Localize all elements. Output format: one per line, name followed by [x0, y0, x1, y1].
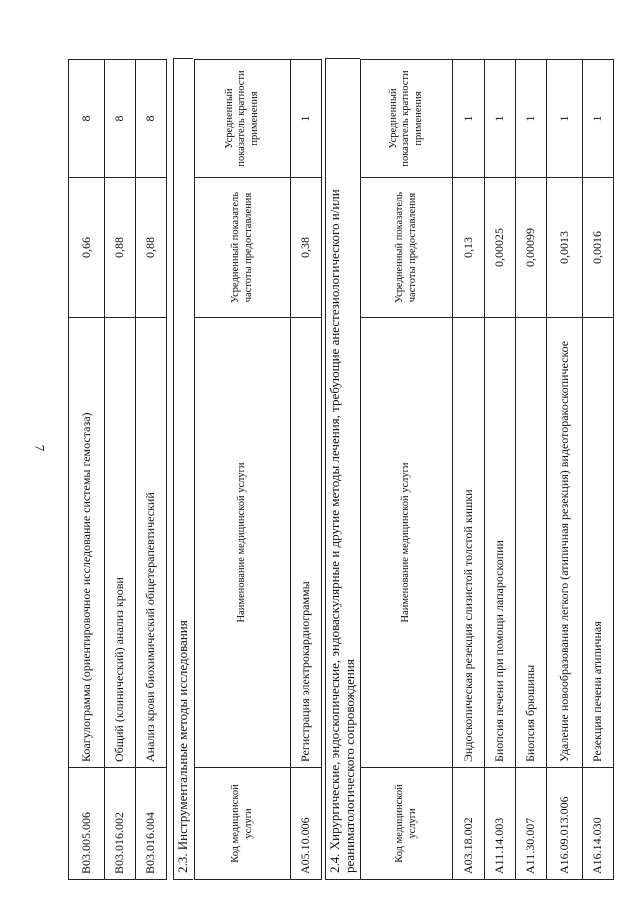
- page-number: 7: [32, 444, 48, 452]
- service-name: Эндоскопическая резекция слизистой толстой кишки: [453, 318, 485, 768]
- header-freq: Усредненный показатель частоты предоставления: [195, 178, 291, 318]
- header-code: Код медицинской услуги: [195, 768, 291, 880]
- service-code: B03.005.006: [69, 768, 105, 880]
- table-row: [136, 60, 167, 880]
- instrumental-methods-table: [194, 59, 322, 880]
- frequency-value: 0,00099: [516, 178, 547, 318]
- frequency-value: 0,38: [291, 178, 322, 318]
- surgical-methods-table: [360, 59, 614, 880]
- frequency-value: 0,00025: [485, 178, 516, 318]
- header-name: Наименование медицинской услуги: [361, 318, 453, 768]
- table-row: [453, 60, 485, 880]
- table-row: [291, 60, 322, 880]
- multiplicity-value: 1: [516, 60, 547, 178]
- service-name: Регистрация электрокардиограммы: [291, 318, 322, 768]
- frequency-value: 0,88: [105, 178, 136, 318]
- service-code: A11.14.003: [485, 768, 516, 880]
- multiplicity-value: 1: [583, 60, 614, 178]
- service-code: A16.14.030: [583, 768, 614, 880]
- service-name: Анализ крови биохимический общетерапевтический: [136, 318, 167, 768]
- multiplicity-value: 8: [136, 60, 167, 178]
- service-name: Биопсия печени при помощи лапароскопии: [485, 318, 516, 768]
- multiplicity-value: 1: [453, 60, 485, 178]
- header-freq: Усредненный показатель частоты предоставления: [361, 178, 453, 318]
- header-mult: Усредненный показатель кратности применения: [361, 60, 453, 178]
- table-row: [485, 60, 516, 880]
- multiplicity-value: 8: [105, 60, 136, 178]
- multiplicity-value: 1: [547, 60, 583, 178]
- multiplicity-value: 8: [69, 60, 105, 178]
- table-row: [583, 60, 614, 880]
- service-name: Биопсия брюшины: [516, 318, 547, 768]
- service-code: A11.30.007: [516, 768, 547, 880]
- section-2-3-title: 2.3. Инструментальные методы исследования: [173, 58, 193, 880]
- header-name: Наименование медицинской услуги: [195, 318, 291, 768]
- service-code: A16.09.013.006: [547, 768, 583, 880]
- header-mult: Усредненный показатель кратности применения: [195, 60, 291, 178]
- section-2-4-title: 2.4. Хирургические, эндоскопические, эндоваскулярные и другие методы лечения, требующие анестезиологического и/или реаниматологического сопровождения: [325, 58, 360, 880]
- table-row: [69, 60, 105, 880]
- header-code: Код медицинской услуги: [361, 768, 453, 880]
- service-code: B03.016.004: [136, 768, 167, 880]
- service-name: Удаление новообразования легкого (атипичная резекция) видеоторакоскопическое: [547, 318, 583, 768]
- service-code: A03.18.002: [453, 768, 485, 880]
- service-name: Резекция печени атипичная: [583, 318, 614, 768]
- table-row: [516, 60, 547, 880]
- rotated-content: [60, 60, 605, 880]
- service-code: A05.10.006: [291, 768, 322, 880]
- frequency-value: 0,66: [69, 178, 105, 318]
- service-name: Коагулограмма (ориентировочное исследование системы гемостаза): [69, 318, 105, 768]
- frequency-value: 0,13: [453, 178, 485, 318]
- service-name: Общий (клинический) анализ крови: [105, 318, 136, 768]
- multiplicity-value: 1: [485, 60, 516, 178]
- frequency-value: 0,0013: [547, 178, 583, 318]
- multiplicity-value: 1: [291, 60, 322, 178]
- service-code: B03.016.002: [105, 768, 136, 880]
- frequency-value: 0,88: [136, 178, 167, 318]
- lab-tests-table: [68, 59, 167, 880]
- frequency-value: 0,0016: [583, 178, 614, 318]
- table-row: [105, 60, 136, 880]
- table-row: [547, 60, 583, 880]
